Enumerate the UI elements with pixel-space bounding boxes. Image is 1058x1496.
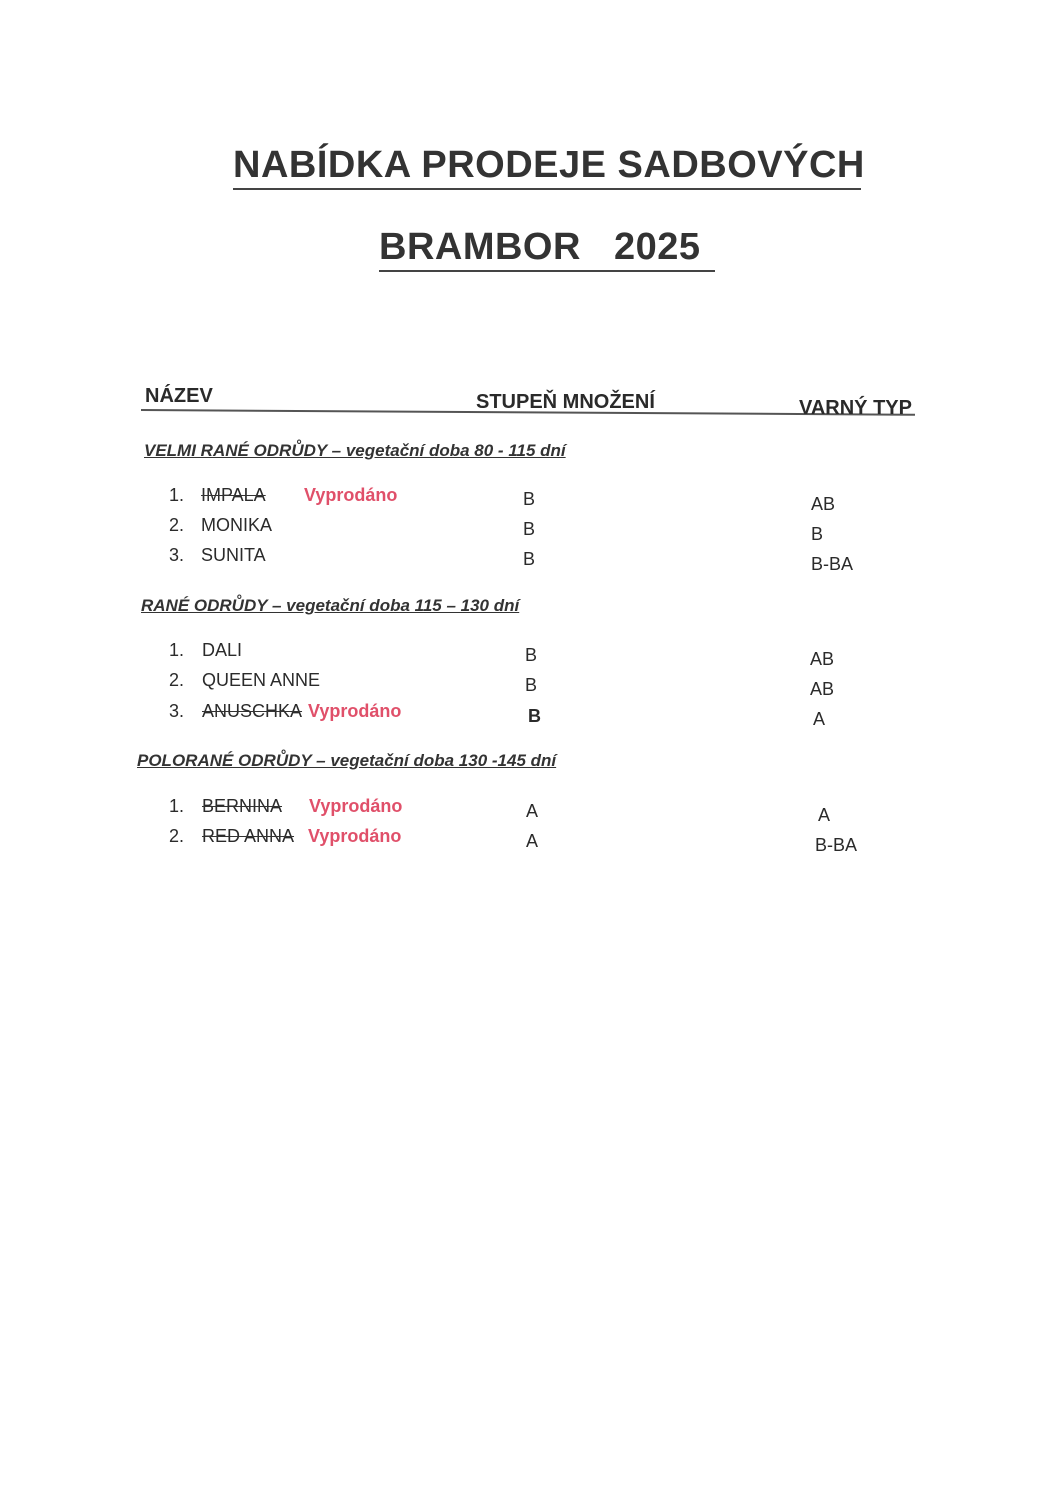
stage-value: B bbox=[523, 489, 536, 509]
item-number: 1. bbox=[169, 796, 185, 816]
page-title-line2: BRAMBOR 2025 bbox=[379, 228, 715, 272]
variety-name: QUEEN ANNE bbox=[202, 670, 321, 690]
sold-out-label: Vyprodáno bbox=[304, 485, 398, 505]
variety-name: SUNITA bbox=[201, 545, 266, 565]
item-number: 3. bbox=[169, 701, 185, 721]
variety-name: BERNINA bbox=[202, 796, 283, 816]
stage-value: B bbox=[523, 549, 536, 569]
stage-value: B bbox=[523, 519, 536, 539]
column-header-name: NÁZEV bbox=[145, 385, 213, 407]
variety-name: MONIKA bbox=[201, 515, 273, 535]
cooking-type-value: AB bbox=[810, 679, 835, 699]
cooking-type-value: AB bbox=[810, 649, 835, 669]
page-title-line1: NABÍDKA PRODEJE SADBOVÝCH bbox=[233, 146, 861, 190]
column-header-cooking-type: VARNÝ TYP bbox=[799, 397, 912, 419]
sold-out-label: Vyprodáno bbox=[308, 826, 402, 846]
stage-value: B bbox=[525, 675, 538, 695]
cooking-type-value: AB bbox=[811, 494, 836, 514]
item-number: 2. bbox=[169, 670, 185, 690]
variety-name: DALI bbox=[202, 640, 243, 660]
cooking-type-value: B bbox=[811, 524, 824, 544]
stage-value: B bbox=[525, 645, 538, 665]
sold-out-label: Vyprodáno bbox=[309, 796, 403, 816]
item-number: 3. bbox=[169, 545, 185, 565]
variety-name: RED ANNA bbox=[202, 826, 295, 846]
stage-value: A bbox=[526, 801, 539, 821]
sold-out-label: Vyprodáno bbox=[308, 701, 402, 721]
stage-value: B bbox=[528, 706, 541, 726]
item-number: 2. bbox=[169, 515, 185, 535]
variety-name: IMPALA bbox=[201, 485, 266, 505]
column-header-stage: STUPEŇ MNOŽENÍ bbox=[476, 391, 655, 413]
cooking-type-value: A bbox=[818, 805, 831, 825]
stage-value: A bbox=[526, 831, 539, 851]
item-number: 2. bbox=[169, 826, 185, 846]
section-heading-very-early: VELMI RANÉ ODRŮDY – vegetační doba 80 - 115 dní bbox=[144, 441, 566, 460]
item-number: 1. bbox=[169, 485, 185, 505]
section-heading-early: RANÉ ODRŮDY – vegetační doba 115 – 130 dní bbox=[141, 596, 520, 615]
section-heading-mid-early: POLORANÉ ODRŮDY – vegetační doba 130 -145 dní bbox=[137, 751, 557, 770]
cooking-type-value: B-BA bbox=[811, 554, 854, 574]
cooking-type-value: B-BA bbox=[815, 835, 858, 855]
variety-name: ANUSCHKA bbox=[202, 701, 303, 721]
cooking-type-value: A bbox=[813, 709, 826, 729]
item-number: 1. bbox=[169, 640, 185, 660]
